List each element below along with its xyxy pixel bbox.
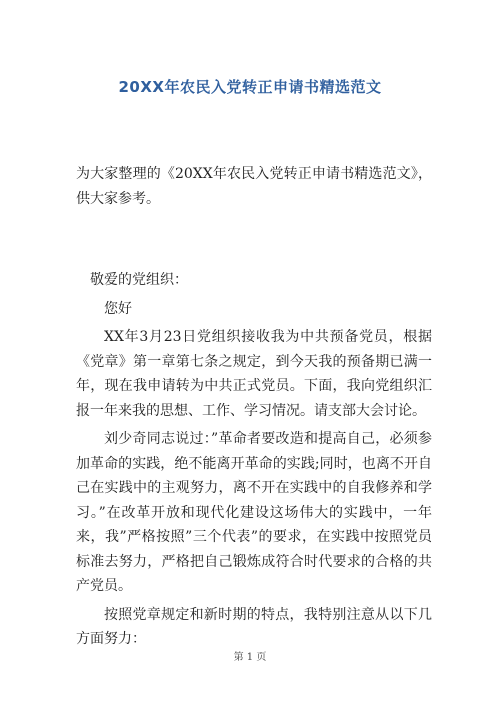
- letter-body: [76, 268, 432, 652]
- body-paragraph: XX年3月23日党组织接收我为中共预备党员，根据《党章》第一章第七条之规定，到今天我的预备期已满一年，现在我申请转为中共正式党员。下面，我向党组织汇报一年来我的思想、工作、学习情况。请支部大会讨论。: [76, 329, 432, 419]
- intro-section: [76, 162, 432, 211]
- document-title: 20XX年农民入党转正申请书精选范文: [118, 78, 382, 96]
- body-paragraph: 刘少奇同志说过：”革命者要改造和提高自己，必须参加革命的实践，绝不能离开革命的实践;同时，也离不开自己在实践中的主观努力，离不开在实践中的自我修养和学习。”在改革开放和现代化建设这场伟大的实践中，一年来，我”严格按照”三个代表”的要求，在实践中按照党员标准去努力，严格把自己锻炼成符合时代要求的合格的共产党员。: [76, 431, 432, 594]
- intro-paragraph: 为大家整理的《20XX年农民入党转正申请书精选范文》，供大家参考。: [76, 166, 432, 207]
- page-number: 第 1 页: [233, 652, 267, 663]
- body-paragraph: 按照党章规定和新时期的特点，我特别注意从以下几方面努力：: [76, 606, 432, 647]
- salutation: 敬爱的党组织：: [90, 272, 188, 288]
- greeting: 您好: [104, 300, 132, 317]
